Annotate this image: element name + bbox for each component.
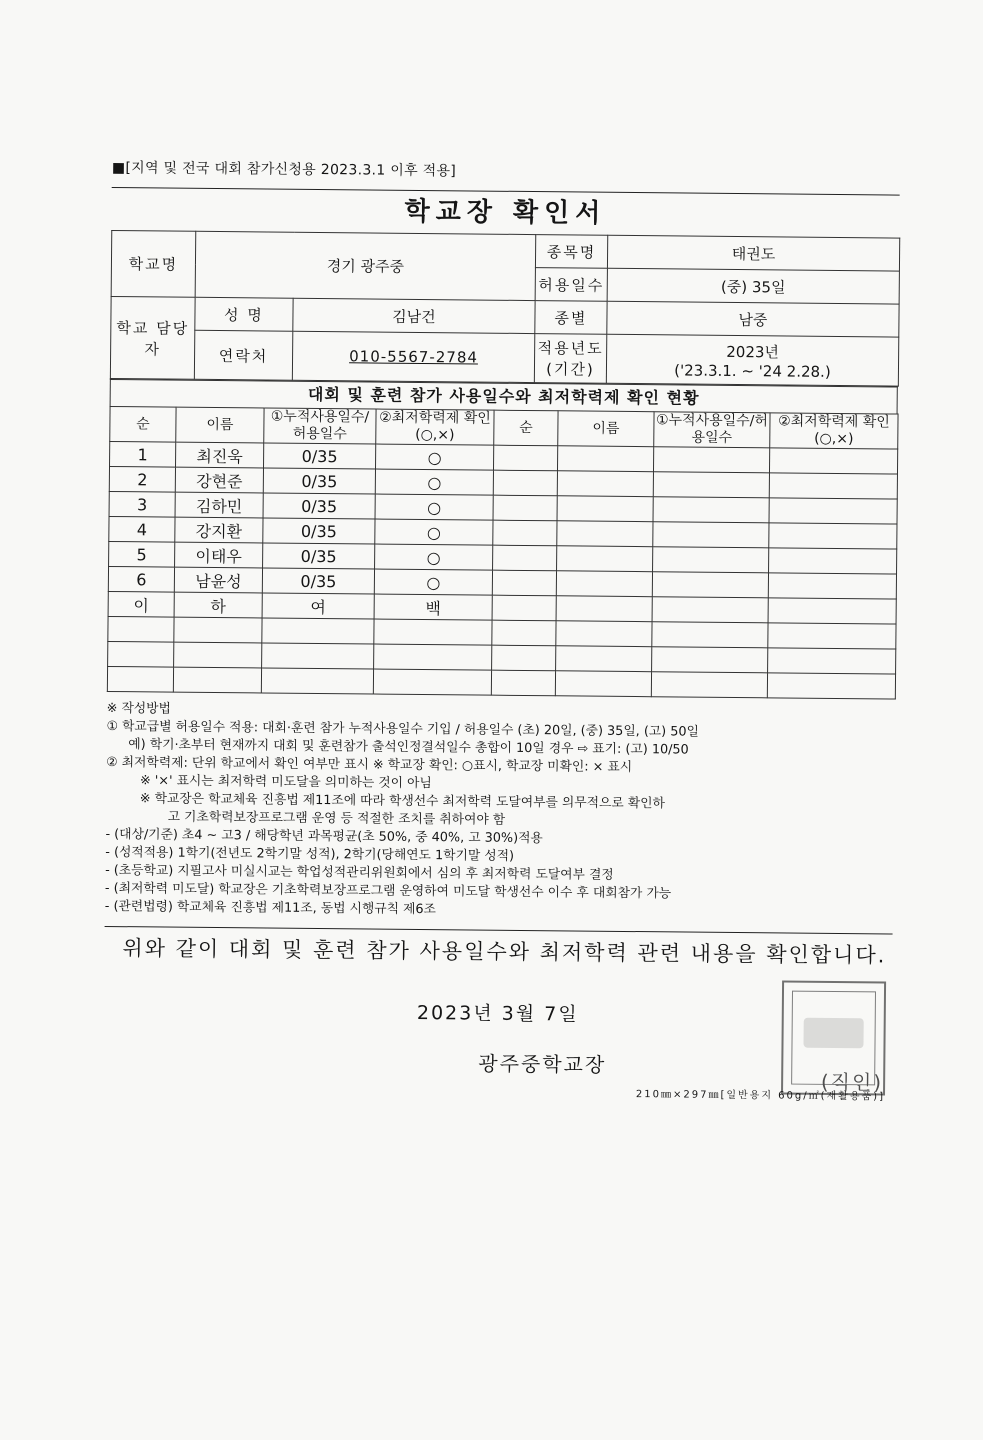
row-name: 강지환 (175, 517, 263, 543)
list-title: 대회 및 훈련 참가 사용일수와 최저학력제 확인 현황 (110, 379, 898, 414)
row-days (261, 668, 373, 694)
sport-label: 종목명 (535, 235, 607, 269)
header-note: ■[지역 및 전국 대회 참가신청용 2023.3.1 이후 적용] (111, 159, 457, 180)
principal-signature (103, 1044, 891, 1103)
principal-name: 광주중학교장 (478, 1051, 607, 1077)
row-name: 김하민 (175, 492, 263, 518)
contact-value (292, 331, 534, 382)
period-label: 적용년도 (기간) (534, 334, 606, 384)
period-value (606, 334, 898, 386)
instructions-title: ※ 작성방법 (106, 700, 172, 717)
row-check (373, 669, 491, 695)
allowed-days-value: (중) 35일 (607, 268, 899, 304)
official-seal (781, 980, 886, 1095)
row-check: ○ (375, 519, 493, 545)
contact-label: 연락처 (194, 330, 292, 380)
row-check: 백 (374, 594, 492, 620)
seal-stamp-icon (803, 1018, 863, 1049)
row-name: 최진욱 (176, 442, 264, 468)
confirmation-form (103, 155, 900, 1103)
phone-number: 010-5567-2784 (349, 347, 479, 367)
row-name: 하 (174, 592, 262, 618)
gender-value: 남중 (607, 301, 899, 337)
col-days-right: ①누적사용일수/허용일수 (654, 412, 770, 448)
period-year: 2023년 (726, 342, 780, 361)
document-title: 학교장 확인서 (111, 187, 899, 238)
row-no (108, 616, 174, 642)
row-check: ○ (375, 544, 493, 570)
school-label: 학교명 (111, 231, 196, 298)
instruction-line: - (초등학교) 지필고사 미실시교는 학업성적관리위원회에서 심의 후 최저학력 도달여부 결정 (105, 862, 614, 883)
col-name-left: 이름 (176, 407, 264, 443)
gender-label: 종별 (535, 301, 607, 335)
row-no: 3 (109, 491, 175, 517)
row-days: 0/35 (262, 568, 374, 594)
school-info-table (110, 230, 900, 387)
name-value: 김남건 (293, 298, 535, 333)
name-label: 성 명 (195, 297, 293, 331)
row-no: 이 (108, 591, 174, 617)
instruction-line: ※ 학교장은 학교체육 진흥법 제11조에 따라 학생선수 최저학력 도달여부를 의무적으로 확인하 (139, 791, 665, 812)
row-no: 4 (109, 516, 175, 542)
instruction-line: ※ '×' 표시는 최저학력 미도달을 의미하는 것이 아님 (139, 773, 432, 792)
sport-value: 태권도 (607, 235, 899, 271)
confirmation-statement: 위와 같이 대회 및 훈련 참가 사용일수와 최저학력 관련 내용을 확인합니다. (104, 926, 892, 973)
period-range: ('23.3.1. ~ '24 2.28.) (674, 360, 831, 381)
instruction-line: 고 기초학력보장프로그램 운영 등 적절한 조치를 취하여야 함 (167, 809, 506, 828)
col-days-left: ①누적사용일수/허용일수 (264, 408, 376, 444)
row-check (374, 644, 492, 670)
row-days: 0/35 (263, 493, 375, 519)
instruction-line: - (성적적용) 1학기(전년도 2학기말 성적), 2학기(당해연도 1학기말 성적) (105, 844, 515, 864)
row-days: 0/35 (263, 518, 375, 544)
row-no (107, 666, 173, 692)
col-check-left: ②최저학력제 확인(○,×) (376, 409, 494, 445)
row-no: 5 (109, 541, 175, 567)
instruction-line: 예) 학기·초부터 현재까지 대회 및 훈련참가 출석인정결석일수 총합이 10일 경우 ⇨ 표기: (고) 10/50 (128, 737, 689, 758)
col-name-right: 이름 (558, 411, 654, 447)
row-name (174, 617, 262, 643)
school-value: 경기 광주중 (195, 231, 536, 300)
row-name: 이태우 (175, 542, 263, 568)
col-no-left: 순 (110, 406, 176, 442)
instruction-line: - (최저학력 미도달) 학교장은 기초학력보장프로그램 운영하여 미도달 학생선수 이수 후 대회참가 가능 (104, 880, 672, 902)
row-check: ○ (374, 569, 492, 595)
allowed-days-label: 허용일수 (535, 268, 607, 302)
row-check (374, 619, 492, 645)
row-days: 0/35 (264, 443, 376, 469)
paper-spec: 210㎜×297㎜[일반용지 60g/㎡(재활용품)] (635, 1089, 886, 1103)
row-name: 강현준 (175, 467, 263, 493)
row-name (174, 642, 262, 668)
row-days (262, 618, 374, 644)
row-name: 남윤성 (174, 567, 262, 593)
row-no: 6 (108, 566, 174, 592)
instructions (105, 700, 895, 924)
row-days (262, 643, 374, 669)
row-name (173, 667, 261, 693)
row-no: 2 (109, 466, 175, 492)
row-days: 0/35 (263, 543, 375, 569)
instruction-line: - (대상/기준) 초4 ~ 고3 / 해당학년 과목평균(초 50%, 중 40%, 고 30%)적용 (105, 826, 543, 847)
instruction-line: ② 최저학력제: 단위 학교에서 확인 여부만 표시 ※ 학교장 확인: ○표시, 학교장 미확인: × 표시 (106, 754, 633, 776)
row-days: 0/35 (263, 468, 375, 494)
instruction-line: ① 학교급별 허용일수 적용: 대회·훈련 참가 누적사용일수 기입 / 허용일수 (초) 20일, (중) 35일, (고) 50일 (106, 718, 699, 740)
instruction-line: - (관련법령) 학교체육 진흥법 제11조, 동법 시행규칙 제6조 (104, 898, 437, 918)
row-days: 여 (262, 593, 374, 619)
issue-date: 2023년 3월 7일 (416, 1001, 579, 1026)
seal-label: (직인) (820, 1069, 884, 1095)
col-no-right: 순 (494, 410, 558, 446)
row-check: ○ (375, 469, 493, 495)
row-check: ○ (375, 444, 493, 470)
manager-label: 학교 담당자 (110, 296, 195, 379)
col-check-right: ②최저학력제 확인(○,×) (770, 413, 898, 449)
row-check: ○ (375, 494, 493, 520)
athlete-list-table (107, 406, 899, 700)
row-no (108, 641, 174, 667)
row-no: 1 (110, 441, 176, 467)
